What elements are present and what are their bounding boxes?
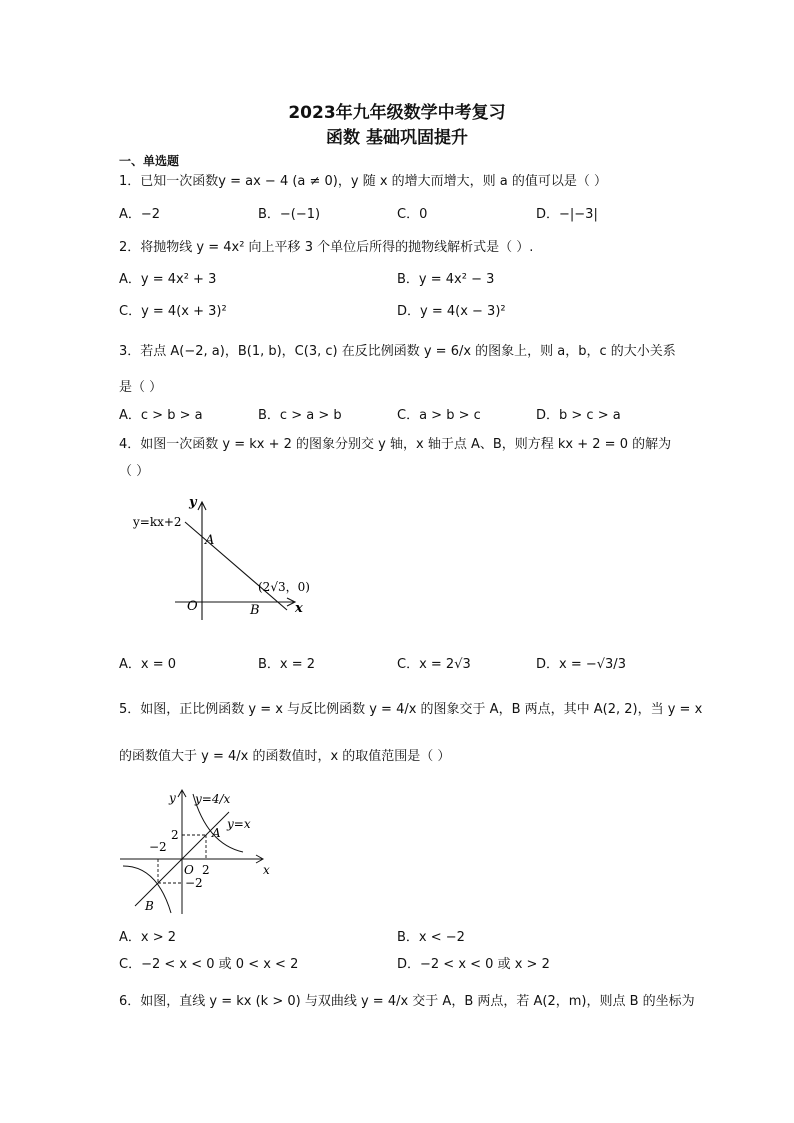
q3-option-a: A．c > b > a [119, 408, 203, 423]
q5-tick-neg2-x: −2 [149, 840, 167, 854]
question-5-stem-cont: 的函数值大于 y = 4/x 的函数值时，x 的取值范围是（ ） [119, 749, 451, 764]
question-1-stem: 1．已知一次函数y = ax − 4 (a ≠ 0)，y 随 x 的增大而增大，则 a 的值可以是（ ） [119, 174, 608, 189]
q2-option-b: B．y = 4x² − 3 [397, 272, 495, 287]
q2-option-d: D．y = 4(x − 3)² [397, 304, 506, 319]
q1-option-a: A．−2 [119, 207, 161, 222]
page-title: 2023年九年级数学中考复习 [288, 103, 506, 123]
q4-point-b: B [250, 603, 260, 618]
q4-option-d: D．x = −√3/3 [536, 657, 626, 672]
question-4-stem: 4．如图一次函数 y = kx + 2 的图象分别交 y 轴，x 轴于点 A、B，则方程 kx + 2 = 0 的解为 [119, 437, 672, 452]
question-3-stem: 3．若点 A(−2, a)，B(1, b)，C(3, c) 在反比例函数 y = 6/x 的图象上，则 a，b，c 的大小关系 [119, 344, 676, 359]
q5-y-label: y [169, 791, 176, 805]
q5-option-a: A．x > 2 [119, 930, 177, 945]
q5-tick-2-y: 2 [171, 828, 179, 842]
q4-option-b: B．x = 2 [258, 657, 316, 672]
q5-option-b: B．x < −2 [397, 930, 465, 945]
question-6-stem: 6．如图，直线 y = kx (k > 0) 与双曲线 y = 4/x 交于 A，B 两点，若 A(2，m)，则点 B 的坐标为 [119, 994, 695, 1009]
q1-option-d: D．−|−3| [536, 207, 598, 222]
q4-point-a: A [205, 533, 215, 548]
q5-option-c: C．−2 < x < 0 或 0 < x < 2 [119, 957, 299, 972]
q5-point-a: A [212, 826, 221, 840]
q5-origin: O [184, 863, 194, 877]
q4-y-label: y [189, 495, 197, 510]
q5-hyper-label: y=4/x [195, 792, 231, 806]
q4-option-c: C．x = 2√3 [397, 657, 471, 672]
q5-x-label: x [263, 863, 270, 877]
q4-option-a: A．x = 0 [119, 657, 177, 672]
q3-option-d: D．b > c > a [536, 408, 621, 423]
question-5-stem: 5．如图，正比例函数 y = x 与反比例函数 y = 4/x 的图象交于 A，B 两点，其中 A(2, 2)，当 y = x [119, 702, 703, 717]
question-4-stem-cont: （ ） [119, 464, 150, 479]
q3-option-b: B．c > a > b [258, 408, 342, 423]
q4-figure [125, 490, 325, 625]
section-heading: 一、单选题 [119, 154, 180, 168]
q2-option-a: A．y = 4x² + 3 [119, 272, 217, 287]
q2-option-c: C．y = 4(x + 3)² [119, 304, 227, 319]
question-3-stem-cont: 是（ ） [119, 380, 163, 395]
q5-figure [115, 782, 275, 917]
q1-option-b: B．−(−1) [258, 207, 321, 222]
q5-line-label: y=x [227, 817, 251, 831]
q5-tick-2-x: 2 [202, 863, 210, 877]
q4-origin: O [187, 599, 198, 614]
q4-point-coord: (2√3，0) [258, 580, 310, 594]
q5-tick-neg2-y: −2 [185, 876, 203, 890]
line-y-kx-plus-2 [185, 522, 287, 610]
q5-point-b: B [145, 899, 154, 913]
q1-option-c: C．0 [397, 207, 428, 222]
page-subtitle: 函数 基础巩固提升 [326, 128, 468, 148]
q3-option-c: C．a > b > c [397, 408, 481, 423]
q4-eq-label: y=kx+2 [133, 515, 182, 529]
q5-option-d: D．−2 < x < 0 或 x > 2 [397, 957, 550, 972]
q4-x-label: x [295, 601, 303, 616]
question-2-stem: 2．将抛物线 y = 4x² 向上平移 3 个单位后所得的抛物线解析式是（ ）. [119, 240, 534, 255]
